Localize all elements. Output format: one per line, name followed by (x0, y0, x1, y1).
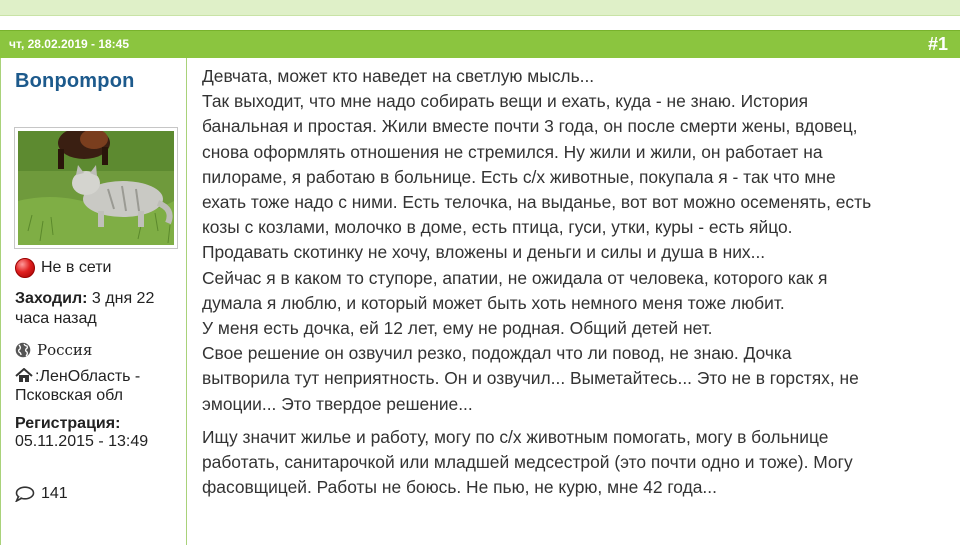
registration-date: 05.11.2015 - 13:49 (15, 433, 149, 450)
post-content (188, 58, 960, 545)
message-line: работать, санитарочкой или младшей медсестрой (это почти одно и тоже). Могу (202, 452, 853, 473)
online-status (15, 258, 111, 278)
status-label: Не в сети (41, 259, 112, 276)
post-message (202, 64, 947, 500)
message-line: козы с козлами, молочко в доме, есть птица, гуси, утки, куры - есть яйцо. (202, 217, 793, 238)
author-username[interactable]: Bonpompon (15, 70, 135, 92)
globe-icon (15, 342, 31, 358)
post-header (0, 30, 960, 58)
message-line: банальная и простая. Жили вместе почти 3 года, он после смерти жены, вдовец, (202, 116, 858, 137)
message-line: думала я люблю, и который может быть хоть немного меня тоже любит. (202, 292, 785, 313)
author-location: :ЛенОбласть - Псковская обл (15, 368, 141, 404)
message-line: Так выходит, что мне надо собирать вещи и ехать, куда - не знаю. История (202, 91, 809, 112)
message-line: вытворила тут неприятность. Он и озвучил... Выметайтесь... Это не в горстях, не (202, 368, 859, 389)
country-name: Россия (37, 341, 93, 359)
message-line: фасовщицей. Работы не боюсь. Не пью, не курю, мне 42 года... (202, 477, 717, 498)
message-line: Ищу значит жилье и работу, могу по с/х животным помогать, могу в больнице (202, 426, 829, 447)
posts-count (15, 485, 68, 503)
author-panel (1, 58, 187, 545)
post-permalink[interactable]: #1 (927, 34, 948, 54)
registration-label: Регистрация: (15, 415, 121, 432)
offline-dot-icon (15, 258, 35, 278)
message-line: ехать тоже надо с ними. Есть телочка, на выданье, вот вот можно осеменять, есть (202, 192, 872, 213)
post-date: чт, 28.02.2019 - 18:45 (9, 37, 130, 51)
forum-post (0, 30, 960, 545)
registration-info (15, 415, 183, 451)
home-icon (15, 368, 33, 383)
avatar[interactable] (14, 127, 178, 249)
last-visit-value: 3 дня 22 часа назад (15, 290, 155, 327)
top-strip (0, 0, 960, 16)
message-line: Свое решение он озвучил резко, подождал что ли повод, не знаю. Дочка (202, 343, 792, 364)
message-line: пилораме, я работаю в больнице. Есть с/х животные, покупала я - так что мне (202, 166, 836, 187)
message-line: снова оформлять отношения не стремился. Ну жили и жили, он работает на (202, 141, 823, 162)
message-line: эмоции... Это твердое решение... (202, 393, 473, 414)
author-country (15, 341, 92, 359)
post-body (0, 58, 960, 545)
posts-count-value: 141 (41, 485, 68, 502)
message-line: Сейчас я в каком то ступоре, апатии, не ожидала от человека, которого как я (202, 267, 828, 288)
last-visit (15, 289, 183, 329)
comment-icon (15, 486, 35, 502)
last-visit-label: Заходил: (15, 290, 88, 307)
message-line: У меня есть дочка, ей 12 лет, ему не родная. Общий детей нет. (202, 318, 713, 339)
message-line: Девчата, может кто наведет на светлую мысль... (202, 66, 595, 86)
location-text: ЛенОбласть - Псковская обл (15, 368, 141, 404)
avatar-image (18, 131, 174, 245)
message-line: Продавать скотинку не хочу, вложены и деньги и силы и душа в них... (202, 242, 766, 263)
